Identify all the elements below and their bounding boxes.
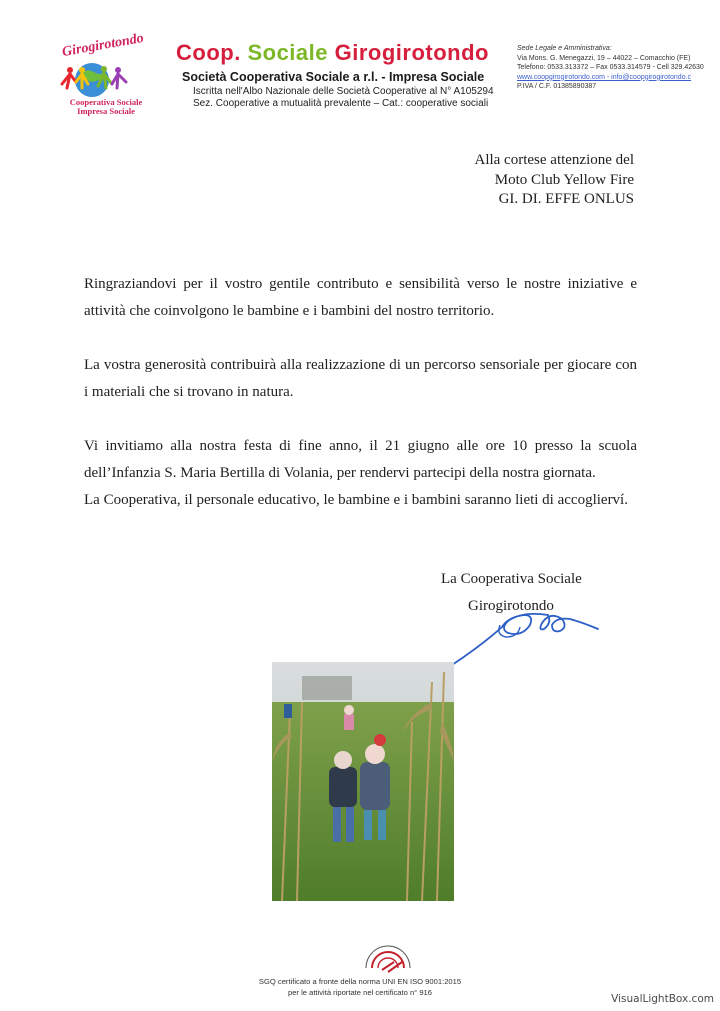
sede-phone: Telefono: 0533.313372 – Fax 0533.314579 - Cell 329.42630 <box>517 64 704 72</box>
body-paragraph-4 <box>84 487 637 514</box>
handwritten-signature <box>440 595 640 670</box>
coop-name-prefix: Coop. <box>176 40 241 65</box>
sede-piva: P.IVA / C.F. 01385890387 <box>517 83 597 91</box>
certification-line-1: SGQ certificato a fronte della norma UNI EN ISO 9001:2015 <box>258 977 462 986</box>
paragraph-text: La vostra generosità contribuirà alla realizzazione di un percorso sensoriale per giocare con i materiali che si trovano in natura. <box>84 357 637 400</box>
logo-tagline-1: Cooperativa Sociale <box>69 97 143 107</box>
coop-name-suffix: Girogirotondo <box>334 40 489 65</box>
addressee-line-2: Moto Club Yellow Fire <box>494 171 634 188</box>
logo-wordmark: Girogirotondo <box>61 30 145 61</box>
certification-line-2: per le attività riportate nel certificato n° 916 <box>287 988 433 997</box>
watermark-text: VisualLightBox.com <box>611 993 714 1005</box>
sede-title: Sede Legale e Amministrativa: <box>517 45 612 52</box>
addressee-block <box>474 151 634 210</box>
section-line: Sez. Cooperative a mutualità prevalente – Cat.: cooperative sociali <box>193 98 489 109</box>
children-cornfield-photo <box>272 662 454 901</box>
cooperative-name <box>176 40 489 66</box>
sede-web-link[interactable]: www.coopgirogirotondo.com - info@coopgirogirotondo.c <box>517 73 692 81</box>
paragraph-text: La Cooperativa, il personale educativo, le bambine e i bambini saranno lieti di accoglierví. <box>84 492 628 508</box>
paragraph-text: Vi invitiamo alla nostra festa di fine anno, il 21 giugno alle ore 10 presso la scuola dell’Infanzia S. Maria Bertilla di Volania, per rendervi partecipi della nostra giornata. <box>84 438 637 481</box>
sede-address: Via Mons. G. Menegazzi, 19 – 44022 – Comacchio (FE) <box>517 54 691 62</box>
cooperative-subtitle: Società Cooperativa Sociale a r.l. - Impresa Sociale <box>182 70 485 84</box>
addressee-line-3: GI. DI. EFFE ONLUS <box>498 191 634 207</box>
sede-info <box>517 44 717 92</box>
addressee-line-1: Alla cortese attenzione del <box>474 152 634 168</box>
certification-seal-icon <box>358 928 418 976</box>
signature-name: Girogirotondo <box>468 598 554 614</box>
logo-tagline <box>56 98 156 116</box>
paragraph-text: Ringraziandovi per il vostro gentile contributo e sensibilità verso le nostre iniziative e attività che coinvolgono le bambine e i bambini del nostro territorio. <box>84 276 637 319</box>
logo-tagline-2: Impresa Sociale <box>77 106 135 116</box>
body-paragraph-1 <box>84 271 637 325</box>
body-paragraph-2 <box>84 352 637 406</box>
coop-name-middle: Sociale <box>247 40 328 65</box>
body-paragraph-3 <box>84 433 637 487</box>
signature-org: La Cooperativa Sociale <box>441 571 582 587</box>
registry-line: Iscritta nell'Albo Nazionale delle Società Cooperative al N° A105294 <box>193 86 494 97</box>
